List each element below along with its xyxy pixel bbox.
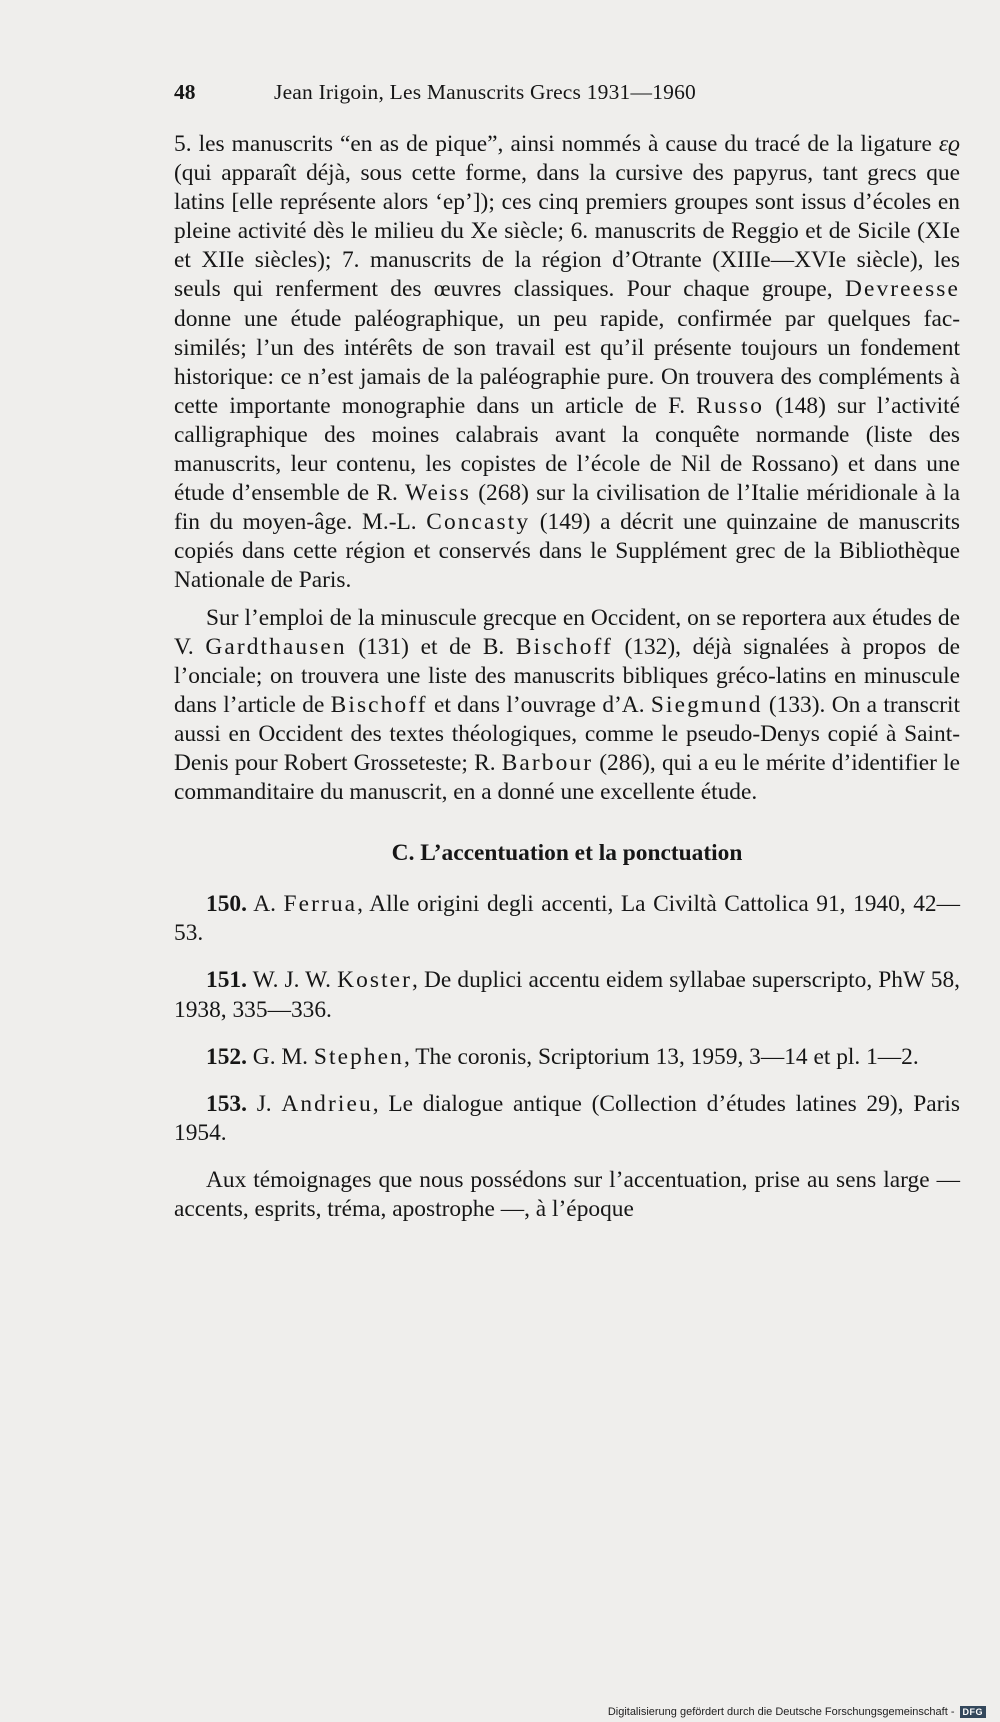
- text-run: (132), déjà signalées à propos de l’onciale; on trouvera une liste des manuscrits bibliques gréco-latins en minuscule dans l’article de: [174, 633, 960, 718]
- body-paragraph-2: [174, 604, 960, 808]
- text-run: (qui apparaît déjà, sous cette forme, dans la cursive des papyrus, tant grecs que latins [elle représente alors ‘ep’]); ces cinq premiers groupes sont issus d’écoles en pleine activité dès le milieu du Xe siècle; 6. manuscrits de Reggio et de Sicile (XIe et XIIe siècles); 7. manuscrits de la région d’Otrante (XIIIe—XVIe siècle), les seuls qui renferment des œuvres classiques. Pour chaque groupe,: [174, 160, 960, 303]
- author-name: Siegmund: [650, 691, 763, 718]
- author-name: Devreesse: [844, 276, 960, 303]
- running-head-title: Jean Irigoin, Les Manuscrits Grecs 1931—1960: [274, 80, 696, 104]
- section-title: C. L’accentuation et la ponctuation: [391, 840, 743, 867]
- bibliography-entry: [174, 966, 960, 1024]
- digitization-footer: [608, 1706, 986, 1718]
- entry-number: 152.: [206, 1043, 247, 1070]
- entry-text: , The coronis, Scriptorium 13, 1959, 3—14 et pl. 1—2.: [403, 1043, 919, 1070]
- bibliography-entry: [174, 1043, 960, 1072]
- bibliography-entry: [174, 1090, 960, 1148]
- author-initial: G. M.: [252, 1043, 309, 1070]
- author-name: Concasty: [426, 509, 531, 536]
- dfg-logo-icon: DFG: [960, 1706, 987, 1718]
- text-run: donne une étude paléographique, un peu rapide, confirmée par quelques fac-similés; l’un des intérêts de son travail est qu’il présente toujours un fondement historique: ce n’est jamais de la paléographie pure. On trouvera des compléments à cette importante monographie dans un article de F.: [174, 305, 960, 419]
- entry-number: 151.: [206, 967, 247, 994]
- text-run: (131) et de B.: [346, 633, 516, 660]
- entry-number: 153.: [206, 1090, 247, 1117]
- author-name: Russo: [696, 392, 764, 419]
- author-initial: W. J. W.: [252, 967, 331, 994]
- author-name: Barbour: [501, 749, 594, 776]
- entry-text: , Le dialogue antique (Collection d’études latines 29), Paris 1954.: [174, 1090, 960, 1146]
- footer-text: Digitalisierung gefördert durch die Deutsche Forschungsgemeinschaft -: [607, 1706, 955, 1718]
- author-name: Andrieu: [281, 1090, 373, 1117]
- author-initial: J.: [256, 1090, 272, 1117]
- text-run: 5. les manuscrits “en as de pique”, ainsi nommés à cause du tracé de la ligature: [174, 131, 939, 157]
- text-run: (149) a décrit une quinzaine de manuscrits copiés dans cette région et conservés dans le Supplément grec de la Bibliothèque Nationale de Paris.: [174, 509, 961, 594]
- page-number: 48: [174, 80, 196, 104]
- entry-text: , De duplici accentu eidem syllabae superscripto, PhW 58, 1938, 335—336.: [174, 967, 961, 1023]
- text-run: Sur l’emploi de la minuscule grecque en Occident, on se reportera aux études de V.: [174, 604, 960, 660]
- text-run: (148) sur l’activité calligraphique des moines calabrais avant la conquête normande (liste des manuscrits, leur contenu, les copistes de l’école de Nil de Rossano) et dans une étude d’ensemble de R.: [174, 392, 960, 507]
- bibliography-entry: [174, 890, 960, 948]
- text-run: (133). On a transcrit aussi en Occident des textes théologiques, comme le pseudo-Denys copié à Saint-Denis pour Robert Grosseteste; R.: [174, 691, 960, 776]
- author-name: Bischoff: [515, 633, 613, 660]
- running-head: [174, 78, 960, 106]
- text-run: (286), qui a eu le mérite d’identifier le commanditaire du manuscrit, en a donné une excellente étude.: [174, 749, 961, 806]
- author-name: Ferrua: [283, 891, 358, 918]
- author-name: Koster: [337, 967, 413, 994]
- entry-text: , Alle origini degli accenti, La Civiltà Cattolica 91, 1940, 42—53.: [174, 891, 960, 947]
- text-run: (268) sur la civilisation de l’Italie méridionale à la fin du moyen-âge. M.-L.: [174, 480, 961, 536]
- body-paragraph-3: Aux témoignages que nous possédons sur l’accentuation, prise au sens large — accents, esprits, tréma, apostrophe —, à l’époque: [174, 1166, 960, 1222]
- greek-ligature: εϱ: [938, 131, 960, 157]
- body-paragraph-1: [174, 130, 960, 596]
- author-name: Bischoff: [330, 691, 428, 718]
- text-run: et dans l’ouvrage d’A.: [427, 691, 651, 718]
- book-page: [174, 78, 960, 1224]
- author-name: Weiss: [405, 480, 471, 507]
- author-initial: A.: [253, 891, 276, 918]
- entry-number: 150.: [206, 891, 247, 918]
- author-name: Gardthausen: [205, 633, 347, 660]
- author-name: Stephen: [313, 1043, 404, 1070]
